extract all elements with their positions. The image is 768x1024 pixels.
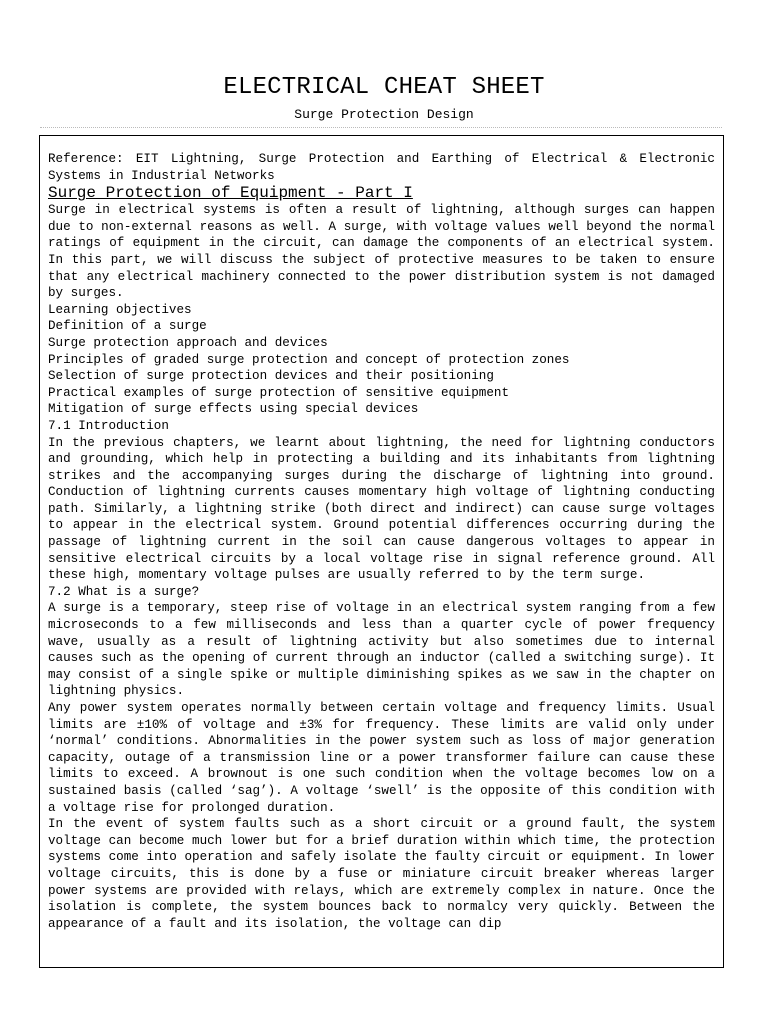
introduction-heading: 7.1 Introduction [48,418,169,433]
content-box-bottom-border [39,967,724,968]
what-is-surge-heading: 7.2 What is a surge? [48,584,200,599]
section-heading: Surge Protection of Equipment - Part I [48,184,413,203]
objective-item: Selection of surge protection devices and their positioning [48,369,494,384]
introduction-paragraph: In the previous chapters, we learnt about lightning, the need for lightning conductors and grounding, which help in protecting a building and its inhabitants from lightning strikes and the accompanying surges during the discharge of lightning into ground. Conduction of lightning currents causes momentary high voltage of lightning conducting path. Similarly, a lightning strike (both direct and indirect) can cause surge voltages to appear in the electrical system. Ground potential differences occurring during the passage of lightning current in the soil can cause dangerous voltages to appear in sensitive electrical circuits by a local voltage rise in signal reference ground. All these high, momentary voltage pulses are usually referred to by the term surge. [48,435,715,583]
objective-item: Practical examples of surge protection of sensitive equipment [48,385,510,400]
system-faults-paragraph: In the event of system faults such as a short circuit or a ground fault, the system voltage can become much lower but for a brief duration within which time, the protection systems come into operation and safely isolate the faulty circuit or equipment. In lower voltage circuits, this is done by a fuse or miniature circuit breaker whereas larger power systems are provided with relays, which are extremely complex in nature. Once the isolation is complete, the system bounces back to normalcy very quickly. Between the appearance of a fault and its isolation, the voltage can dip [48,817,715,931]
section-intro-paragraph: Surge in electrical systems is often a result of lightning, although surges can happen due to non-external reasons as well. A surge, with voltage values well beyond the normal ratings of equipment in the circuit, can damage the components of an electrical system. In this part, we will discuss the subject of protective measures to be taken to ensure that any electrical machinery connected to the power distribution system is not damaged by surges. [48,203,715,301]
voltage-limits-paragraph: Any power system operates normally between certain voltage and frequency limits. Usual limits are ±10% of voltage and ±3% for frequency. These limits are valid only under ‘normal’ conditions. Abnormalities in the power system such as loss of major generation capacity, outage of a transmission line or a power transformer failure can cause these limits to exceed. A brownout is one such condition when the voltage becomes low on a sustained basis (called ‘sag’). A voltage ‘swell’ is the opposite of this condition with a voltage rise for prolonged duration. [48,701,715,815]
page-title: ELECTRICAL CHEAT SHEET [223,74,545,101]
reference-note: Reference: EIT Lightning, Surge Protection and Earthing of Electrical & Electronic Systems in Industrial Networks [48,152,715,183]
surge-definition-paragraph: A surge is a temporary, steep rise of voltage in an electrical system ranging from a few microseconds to a few milliseconds and less than a quarter cycle of power frequency wave, usually as a result of lightning activity but also sometimes due to internal causes such as the opening of current through an inductor (called a switching surge). It may consist of a single spike or multiple diminishing spikes as we saw in the chapter on lightning physics. [48,601,715,699]
objective-item: Surge protection approach and devices [48,335,328,350]
objective-item: Mitigation of surge effects using special devices [48,402,419,417]
page-subtitle: Surge Protection Design [294,107,474,122]
learning-objectives-label: Learning objectives [48,302,192,317]
objective-item: Principles of graded surge protection and concept of protection zones [48,352,570,367]
title-divider [40,127,722,128]
objective-item: Definition of a surge [48,319,207,334]
content-box [39,135,724,968]
